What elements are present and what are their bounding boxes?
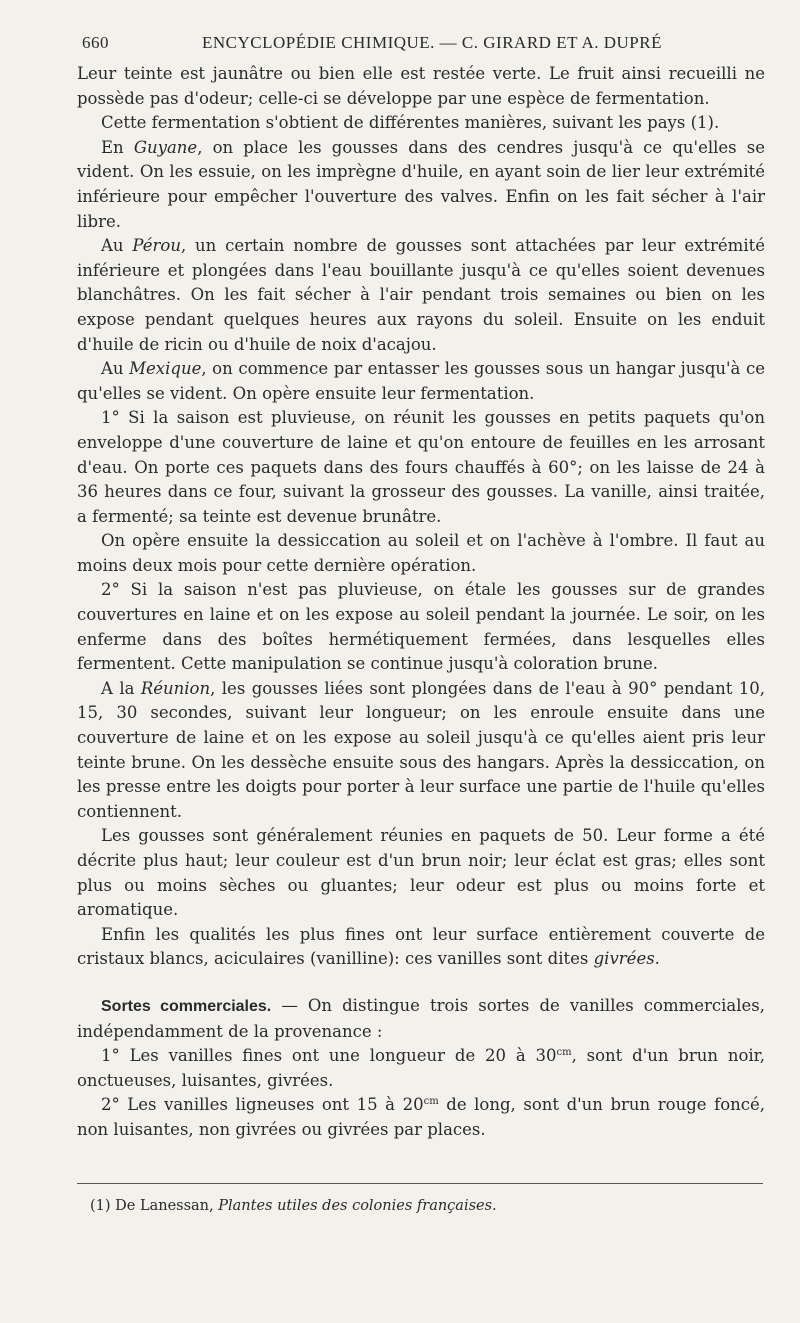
footnote-title: Plantes utiles des colonies françaises [218, 1198, 493, 1214]
paragraph: 1° Si la saison est pluvieuse, on réunit les gousses en petits paquets qu'on enveloppe d'une couverture de laine et qu'on entoure de feuilles en les arrosant d'eau. On porte ces paquets dans des fours chauffés à 60°; on les laisse de 24 à 36 heures dans ce four, suivant la grosseur des gousses. La vanille, ainsi traitée, a fermenté; sa teinte est devenue brunâtre. [77, 408, 765, 526]
paragraph: 2° Les vanilles ligneuses ont 15 à $20^{cm}$ de long, sont d'un brun rouge foncé, non luisantes, non givrées ou givrées par places. [77, 1095, 766, 1139]
paragraph-guyane: En Guyane, on place les gousses dans des cendres jusqu'à ce qu'elles se vident. On les essuie, on les imprègne d'huile, en ayant soin de lier leur extrémité inférieure pour empêcher l'ouverture des valves. Enfin on les fait sécher à l'air libre. [77, 137, 765, 231]
place-name: Pérou [132, 236, 181, 256]
running-title: ENCYCLOPÉDIE CHIMIQUE. — C. GIRARD ET A. DUPRÉ [202, 33, 662, 52]
paragraph: Les gousses sont généralement réunies en paquets de 50. Leur forme a été décrite plus haut; leur couleur est d'un brun noir; leur éclat est gras; elles sont plus ou moins sèches ou gluantes; leur odeur est plus ou moins forte et aromatique. [77, 826, 765, 920]
page-number: 660 [82, 33, 109, 52]
place-name: Réunion [140, 678, 211, 698]
paragraph: 2° Si la saison n'est pas pluvieuse, on étale les gousses sur de grandes couvertures en laine et on les expose au soleil pendant la journée. Le soir, on les enferme dans des boîtes hermétiquement fermées, dans lesquelles elles fermentent. Cette manipulation se continue jusqu'à coloration brune. [77, 580, 765, 674]
section-sortes-commerciales: Sortes commerciales. — On distingue trois sortes de vanilles commerciales, indépendamment de la provenance : [77, 995, 765, 1041]
term-givrees: givrées [593, 949, 655, 969]
paragraph: 1° Les vanilles fines ont une longueur de 20 à $30^{cm}$, sont d'un brun noir, onctueuses, luisantes, givrées. [77, 1046, 765, 1090]
paragraph-reunion: A la Réunion, les gousses liées sont plongées dans de l'eau à 90° pendant 10, 15, 30 secondes, suivant leur longueur; on les enroule ensuite dans une couverture de laine et on les expose au soleil jusqu'à ce qu'elles aient pris leur teinte brune. On les dessèche ensuite sous des hangars. Après la dessiccation, on les presse entre les doigts pour porter à leur surface une partie de l'huile qu'elles contiennent. [77, 678, 765, 821]
paragraph: On opère ensuite la dessiccation au soleil et on l'achève à l'ombre. Il faut au moins deux mois pour cette dernière opération. [77, 531, 765, 575]
place-name: Guyane [133, 137, 198, 157]
section-title: Sortes commerciales. [101, 997, 272, 1015]
paragraph-perou: Au Pérou, un certain nombre de gousses sont attachées par leur extrémité inférieure et plongées dans l'eau bouillante jusqu'à ce qu'elles soient devenues blanchâtres. On les fait sécher à l'air pendant trois semaines ou bien on les expose pendant quelques heures aux rayons du soleil. Ensuite on les enduit d'huile de ricin ou d'huile de noix d'acajou. [77, 236, 765, 354]
footnote: (1) De Lanessan, Plantes utiles des colonies françaises. [90, 1198, 497, 1214]
unit-superscript: cm [556, 1047, 572, 1059]
paragraph: Cette fermentation s'obtient de différentes manières, suivant les pays (1). [101, 113, 720, 133]
paragraph-mexique: Au Mexique, on commence par entasser les gousses sous un hangar jusqu'à ce qu'elles se vident. On opère ensuite leur fermentation. [77, 359, 765, 403]
footnote-rule [77, 1183, 763, 1184]
unit-superscript: cm [423, 1096, 439, 1108]
paragraph: Leur teinte est jaunâtre ou bien elle est restée verte. Le fruit ainsi recueilli ne possède pas d'odeur; celle-ci se développe par une espèce de fermentation. [77, 64, 765, 108]
place-name: Mexique [129, 359, 202, 379]
body-text [77, 62, 765, 1143]
paragraph: Enfin les qualités les plus fines ont leur surface entièrement couverte de cristaux blancs, aciculaires (vanilline): ces vanilles sont dites givrées. [77, 924, 765, 969]
